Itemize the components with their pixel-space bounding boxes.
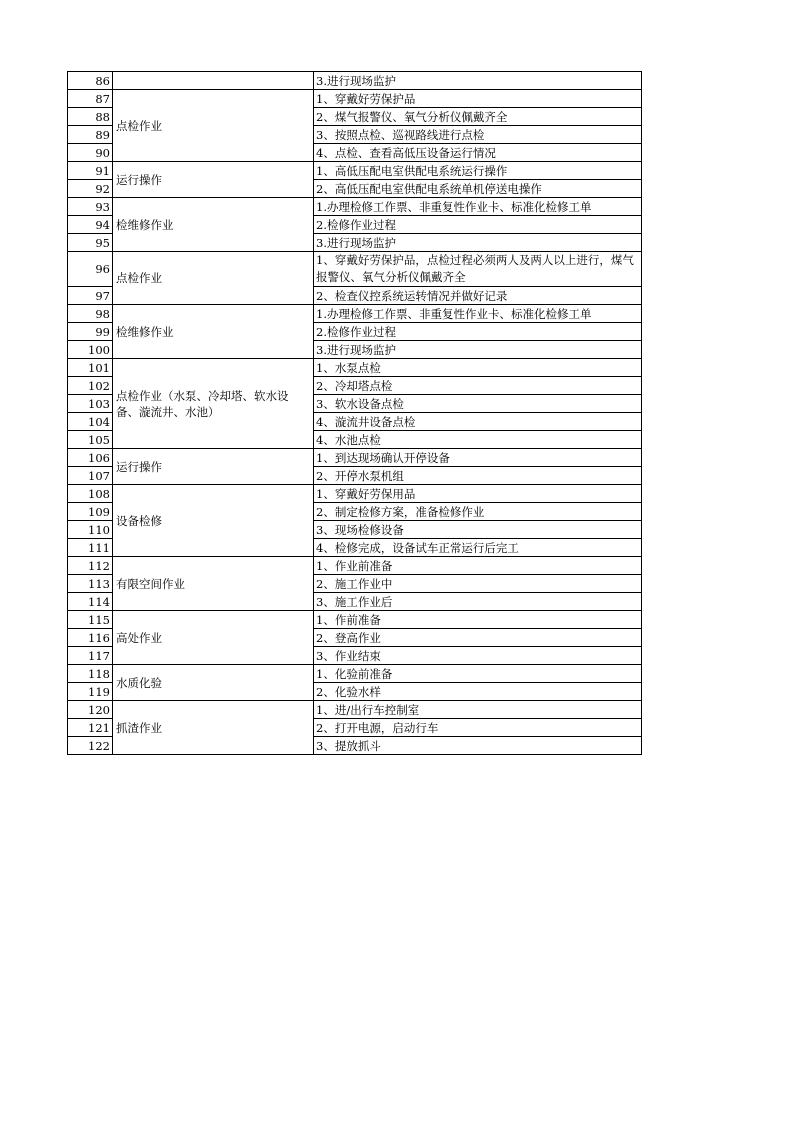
category-cell: 运行操作 [113,449,314,485]
work-steps-table [67,71,642,755]
step-cell: 3.进行现场监护 [314,341,642,359]
row-number: 103 [68,395,113,413]
category-cell: 有限空间作业 [113,557,314,611]
step-cell: 1、水泵点检 [314,359,642,377]
row-number: 87 [68,90,113,108]
row-number: 93 [68,198,113,216]
row-number: 115 [68,611,113,629]
row-number: 121 [68,719,113,737]
row-number: 110 [68,521,113,539]
table-row [68,665,642,683]
table-row [68,162,642,180]
step-cell: 2、开停水泵机组 [314,467,642,485]
step-cell: 1、穿戴好劳保护品 [314,90,642,108]
table-row [68,557,642,575]
row-number: 116 [68,629,113,647]
step-cell: 2、冷却塔点检 [314,377,642,395]
row-number: 89 [68,126,113,144]
row-number: 106 [68,449,113,467]
row-number: 105 [68,431,113,449]
step-cell: 2.检修作业过程 [314,216,642,234]
step-cell: 1、穿戴好劳保用品 [314,485,642,503]
category-cell: 点检作业 [113,252,314,305]
step-cell: 2、施工作业中 [314,575,642,593]
step-cell: 4、漩流井设备点检 [314,413,642,431]
step-cell: 3.进行现场监护 [314,234,642,252]
step-cell: 2、登高作业 [314,629,642,647]
step-cell: 3、提放抓斗 [314,737,642,755]
step-cell: 1.办理检修工作票、非重复性作业卡、标准化检修工单 [314,305,642,323]
category-cell: 检维修作业 [113,198,314,252]
step-cell: 1、高低压配电室供配电系统运行操作 [314,162,642,180]
table-row [68,701,642,719]
category-cell: 设备检修 [113,485,314,557]
category-cell: 运行操作 [113,162,314,198]
row-number: 102 [68,377,113,395]
step-cell: 3、软水设备点检 [314,395,642,413]
row-number: 92 [68,180,113,198]
step-cell: 4、水池点检 [314,431,642,449]
table-row [68,252,642,287]
step-cell: 2、制定检修方案，准备检修作业 [314,503,642,521]
row-number: 91 [68,162,113,180]
row-number: 88 [68,108,113,126]
row-number: 113 [68,575,113,593]
step-cell: 2、化验水样 [314,683,642,701]
table-row [68,449,642,467]
step-cell: 2、煤气报警仪、氧气分析仪佩戴齐全 [314,108,642,126]
table-row [68,72,642,90]
step-cell: 3.进行现场监护 [314,72,642,90]
table-row [68,611,642,629]
table-row [68,359,642,377]
row-number: 114 [68,593,113,611]
step-cell: 4、检修完成，设备试车正常运行后完工 [314,539,642,557]
row-number: 94 [68,216,113,234]
row-number: 108 [68,485,113,503]
row-number: 95 [68,234,113,252]
step-cell: 3、现场检修设备 [314,521,642,539]
step-cell: 1、进/出行车控制室 [314,701,642,719]
category-cell: 检维修作业 [113,305,314,359]
row-number: 118 [68,665,113,683]
step-cell: 2、检查仪控系统运转情况并做好记录 [314,287,642,305]
row-number: 96 [68,252,113,287]
step-cell: 1、穿戴好劳保护品，点检过程必须两人及两人以上进行，煤气报警仪、氧气分析仪佩戴齐全 [314,252,642,287]
table-row [68,305,642,323]
category-cell [113,72,314,90]
step-cell: 3、施工作业后 [314,593,642,611]
row-number: 122 [68,737,113,755]
step-cell: 1.办理检修工作票、非重复性作业卡、标准化检修工单 [314,198,642,216]
category-cell: 抓渣作业 [113,701,314,755]
row-number: 101 [68,359,113,377]
row-number: 119 [68,683,113,701]
row-number: 111 [68,539,113,557]
row-number: 99 [68,323,113,341]
row-number: 117 [68,647,113,665]
step-cell: 1、作前准备 [314,611,642,629]
row-number: 100 [68,341,113,359]
step-cell: 1、作业前准备 [314,557,642,575]
row-number: 97 [68,287,113,305]
row-number: 98 [68,305,113,323]
row-number: 120 [68,701,113,719]
row-number: 104 [68,413,113,431]
row-number: 86 [68,72,113,90]
step-cell: 3、作业结束 [314,647,642,665]
row-number: 107 [68,467,113,485]
category-cell: 点检作业（水泵、冷却塔、软水设备、漩流井、水池） [113,359,314,449]
table-row [68,90,642,108]
step-cell: 2.检修作业过程 [314,323,642,341]
step-cell: 1、化验前准备 [314,665,642,683]
step-cell: 2、高低压配电室供配电系统单机停送电操作 [314,180,642,198]
row-number: 109 [68,503,113,521]
category-cell: 高处作业 [113,611,314,665]
step-cell: 1、到达现场确认开停设备 [314,449,642,467]
table-row [68,198,642,216]
step-cell: 3、按照点检、巡视路线进行点检 [314,126,642,144]
table-row [68,485,642,503]
step-cell: 2、打开电源，启动行车 [314,719,642,737]
row-number: 112 [68,557,113,575]
category-cell: 点检作业 [113,90,314,162]
category-cell: 水质化验 [113,665,314,701]
step-cell: 4、点检、查看高低压设备运行情况 [314,144,642,162]
row-number: 90 [68,144,113,162]
